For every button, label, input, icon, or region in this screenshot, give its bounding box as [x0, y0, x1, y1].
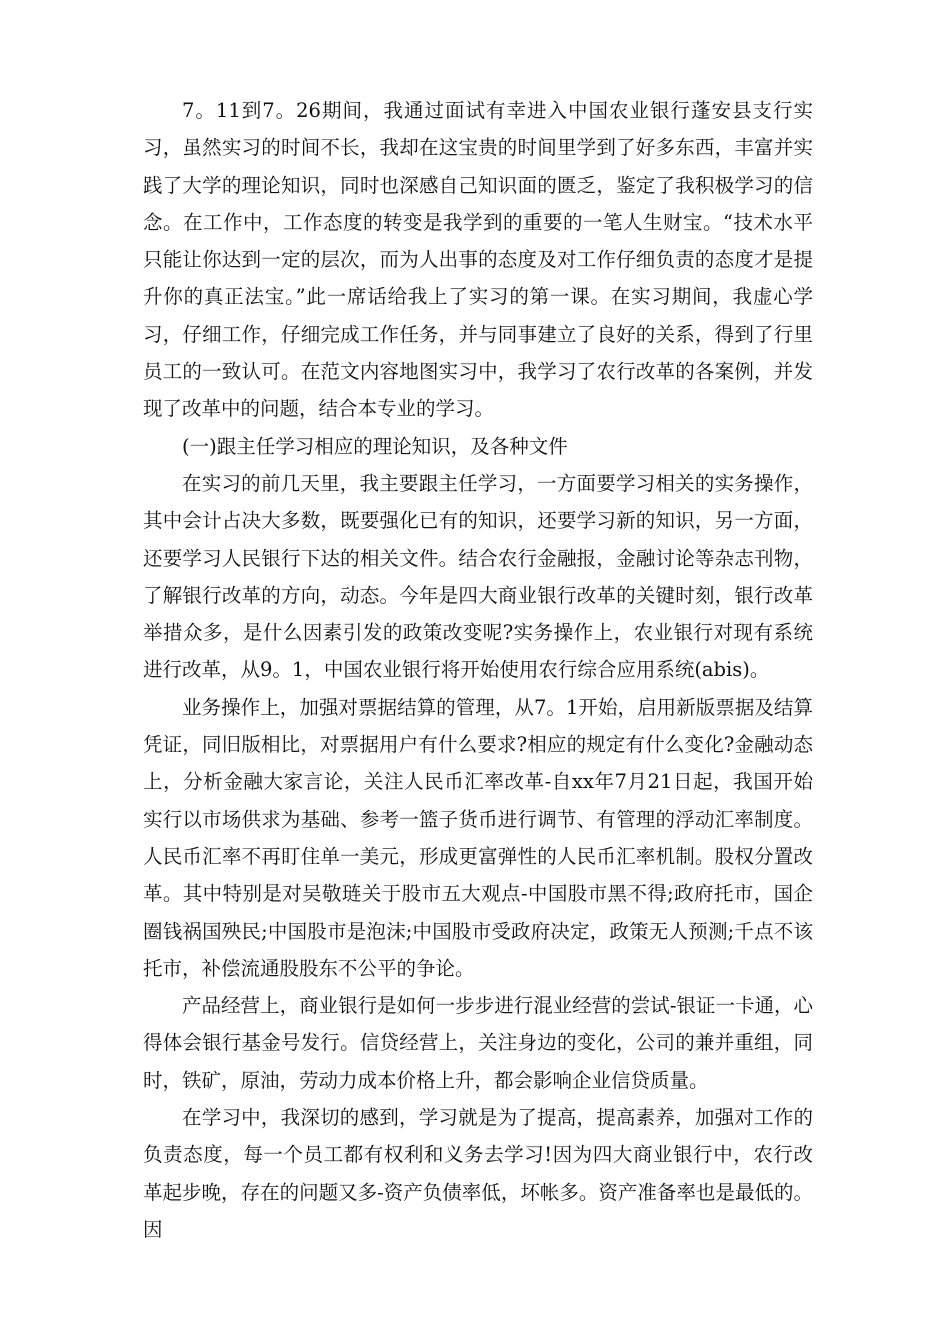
paragraph-business-operations: 业务操作上，加强对票据结算的管理，从7。1开始，启用新版票据及结算凭证，同旧版相比，对票据用户有什么要求?相应的规定有什么变化?金融动态上，分析金融大家言论，关注人民币汇率改革-自xx年7月21日起，我国开始实行以市场供求为基础、参考一篮子货币进行调节、有管理的浮动汇率制度。人民币汇率不再盯住单一美元，形成更富弹性的人民币汇率机制。股权分置改革。其中特别是对吴敬琏关于股市五大观点-中国股市黑不得;政府托市，国企圈钱祸国殃民;中国股市是泡沫;中国股市受政府决定，政策无人预测;千点不该托市，补偿流通股股东不公平的争论。	[143, 695, 813, 980]
document-body	[143, 92, 813, 1248]
section-heading-theory-study: (一)跟主任学习相应的理论知识，及各种文件	[182, 434, 568, 458]
paragraph-product-management: 产品经营上，商业银行是如何一步步进行混业经营的尝试-银证一卡通，心得体会银行基金号发行。信贷经营上，关注身边的变化，公司的兼并重组，同时，铁矿，原油，劳动力成本价格上升，都会影响企业信贷质量。	[143, 994, 813, 1092]
paragraph-learning-reflection: 在学习中，我深切的感到，学习就是为了提高，提高素养，加强对工作的负责态度，每一个员工都有权利和义务去学习!因为四大商业银行中，农行改革起步晚，存在的问题又多-资产负债率低，坏帐多。资产准备率也是最低的。因	[143, 1106, 813, 1241]
paragraph-internship-intro: 7。11到7。26期间，我通过面试有幸进入中国农业银行蓬安县支行实习，虽然实习的时间不长，我却在这宝贵的时间里学到了好多东西，丰富并实践了大学的理论知识，同时也深感自己知识面的匮乏，鉴定了我积极学习的信念。在工作中，工作态度的转变是我学到的重要的一笔人生财宝。“技术水平只能让你达到一定的层次，而为人出事的态度及对工作仔细负责的态度才是提升你的真正法宝。”此一席话给我上了实习的第一课。在实习期间，我虚心学习，仔细工作，仔细完成工作任务，并与同事建立了良好的关系，得到了行里员工的一致认可。在范文内容地图实习中，我学习了农行改革的各案例，并发现了改革中的问题，结合本专业的学习。	[143, 99, 813, 421]
paragraph-early-days: 在实习的前几天里，我主要跟主任学习，一方面要学习相关的实务操作，其中会计占决大多数，既要强化已有的知识，还要学习新的知识，另一方面，还要学习人民银行下达的相关文件。结合农行金融报，金融讨论等杂志刊物，了解银行改革的方向，动态。今年是四大商业银行改革的关键时刻，银行改革举措众多，是什么因素引发的政策改变呢?实务操作上，农业银行对现有系统进行改革，从9。1，中国农业银行将开始使用农行综合应用系统(abis)。	[143, 471, 813, 682]
